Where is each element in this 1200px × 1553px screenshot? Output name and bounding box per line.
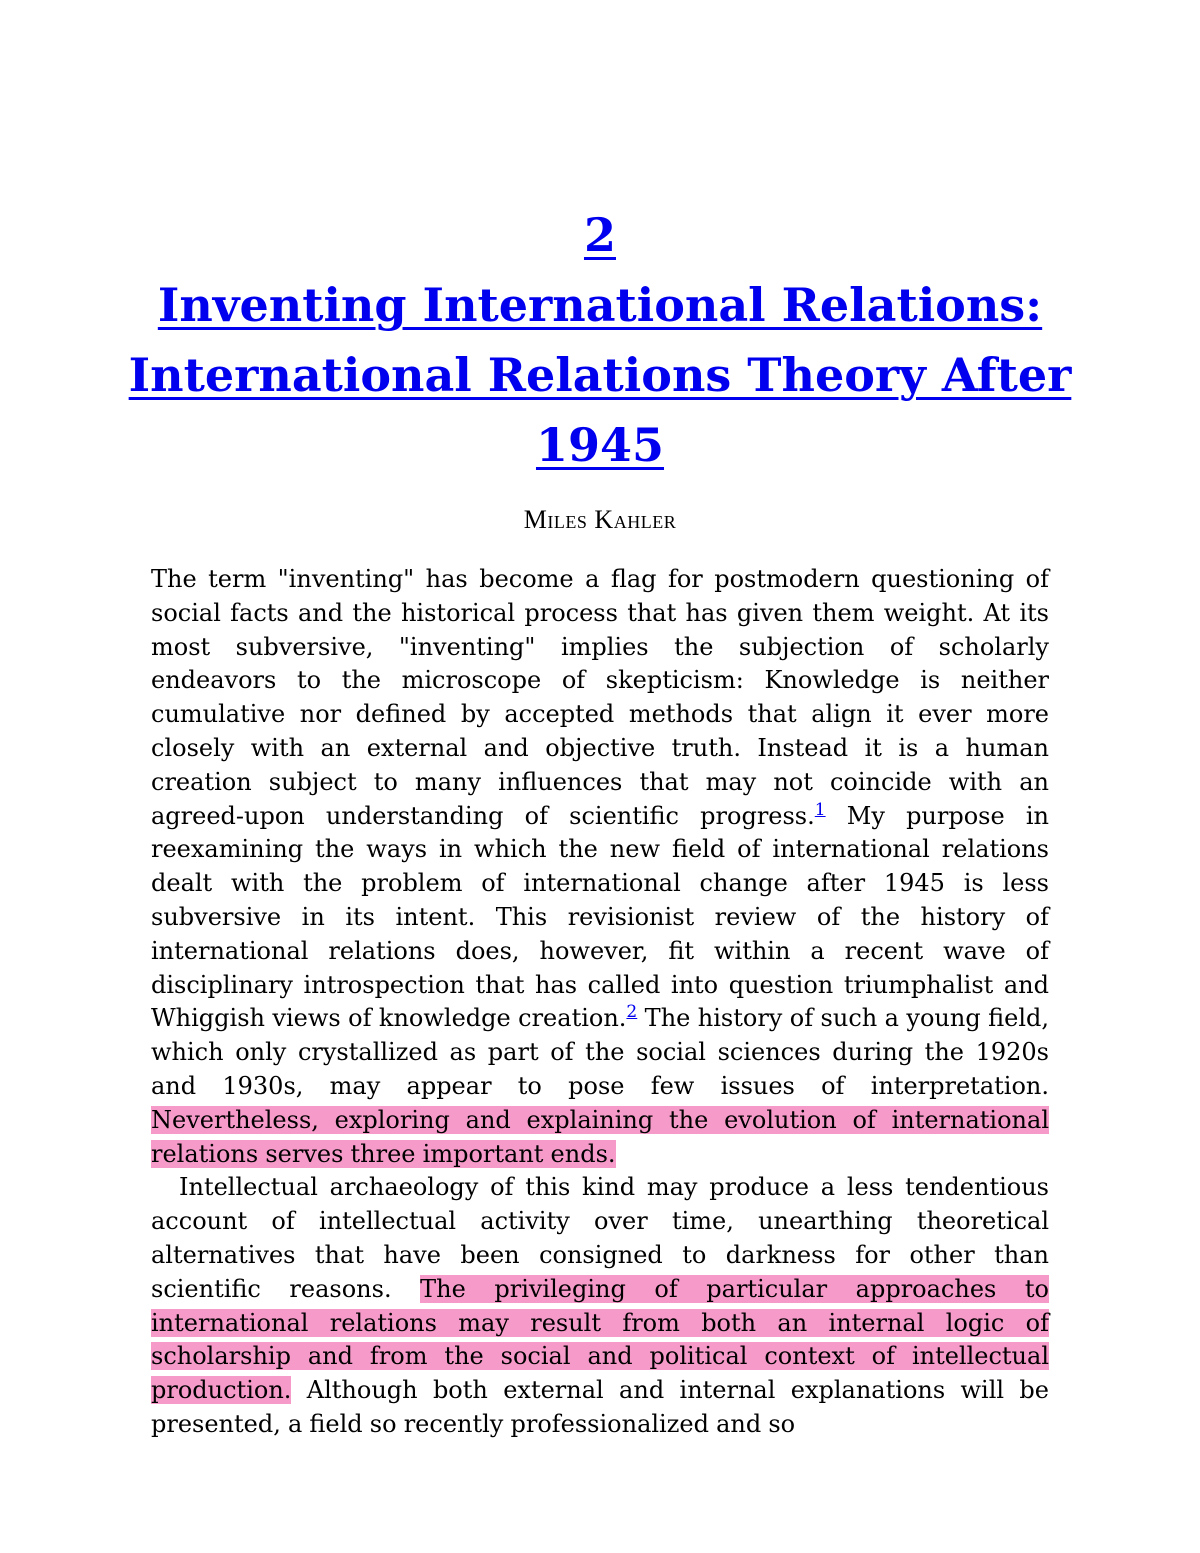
author-last-initial: K <box>594 505 614 534</box>
chapter-heading <box>0 200 1200 480</box>
footnote-1-link[interactable]: 1 <box>814 799 826 820</box>
chapter-title-line-1[interactable]: Inventing International Relations: <box>157 278 1043 332</box>
body-text <box>151 563 1049 1442</box>
chapter-title-line-2[interactable]: International Relations Theory After <box>128 348 1072 402</box>
footnote-2-link[interactable]: 2 <box>626 1002 638 1023</box>
paragraph-1 <box>151 563 1049 1171</box>
paragraph-2-text-b: Although both external and internal explanations will be presented, a field so recently professionalized and so <box>151 1376 1049 1438</box>
paragraph-1-text-b: My purpose in reexamining the ways in which the new field of international relations dealt with the problem of international change after 1945 is less subversive in its intent. This revisionist review of the history of international relations does, however, fit within a recent wave of disciplinary introspection that has called into question triumphalist and Whiggish views of knowledge creation. <box>151 801 1049 1033</box>
author-first-rest: iles <box>547 505 588 534</box>
paragraph-1-text-c: The history of such a young field, which only crystallized as part of the social sciences during the 1920s and 1930s, may appear to pose few issues of interpretation. <box>151 1004 1049 1100</box>
footnote-2-marker <box>626 998 637 1022</box>
author-name <box>0 505 1200 535</box>
highlighted-passage-1[interactable]: Nevertheless, exploring and explaining the evolution of international relations serves three important ends. <box>151 1105 1049 1168</box>
author-first-initial: M <box>523 505 548 534</box>
paragraph-1-text-a: The term "inventing" has become a flag for postmodern questioning of social facts and the historical process that has given them weight. At its most subversive, "inventing" implies the subjection of scholarly endeavors to the microscope of skepticism: Knowledge is neither cumulative nor defined by accepted methods that align it ever more closely with an external and objective truth. Instead it is a human creation subject to many influences that may not coincide with an agreed-upon understanding of scientific progress. <box>151 565 1049 830</box>
chapter-number-link[interactable]: 2 <box>583 208 616 262</box>
author-last-rest: ahler <box>613 505 677 534</box>
chapter-title-line-3[interactable]: 1945 <box>535 418 665 472</box>
paragraph-2 <box>151 1171 1049 1441</box>
highlighted-passage-2[interactable]: The privileging of particular approaches to international relations may result from both an internal logic of scholarship and from the social and political context of intellectual production. <box>151 1274 1049 1405</box>
paragraph-2-text-a: Intellectual archaeology of this kind may produce a less tendentious account of intellectual activity over time, unearthing theoretical alternatives that have been consigned to darkness for other than scientific reasons. <box>151 1173 1049 1303</box>
footnote-1-marker <box>815 796 826 820</box>
